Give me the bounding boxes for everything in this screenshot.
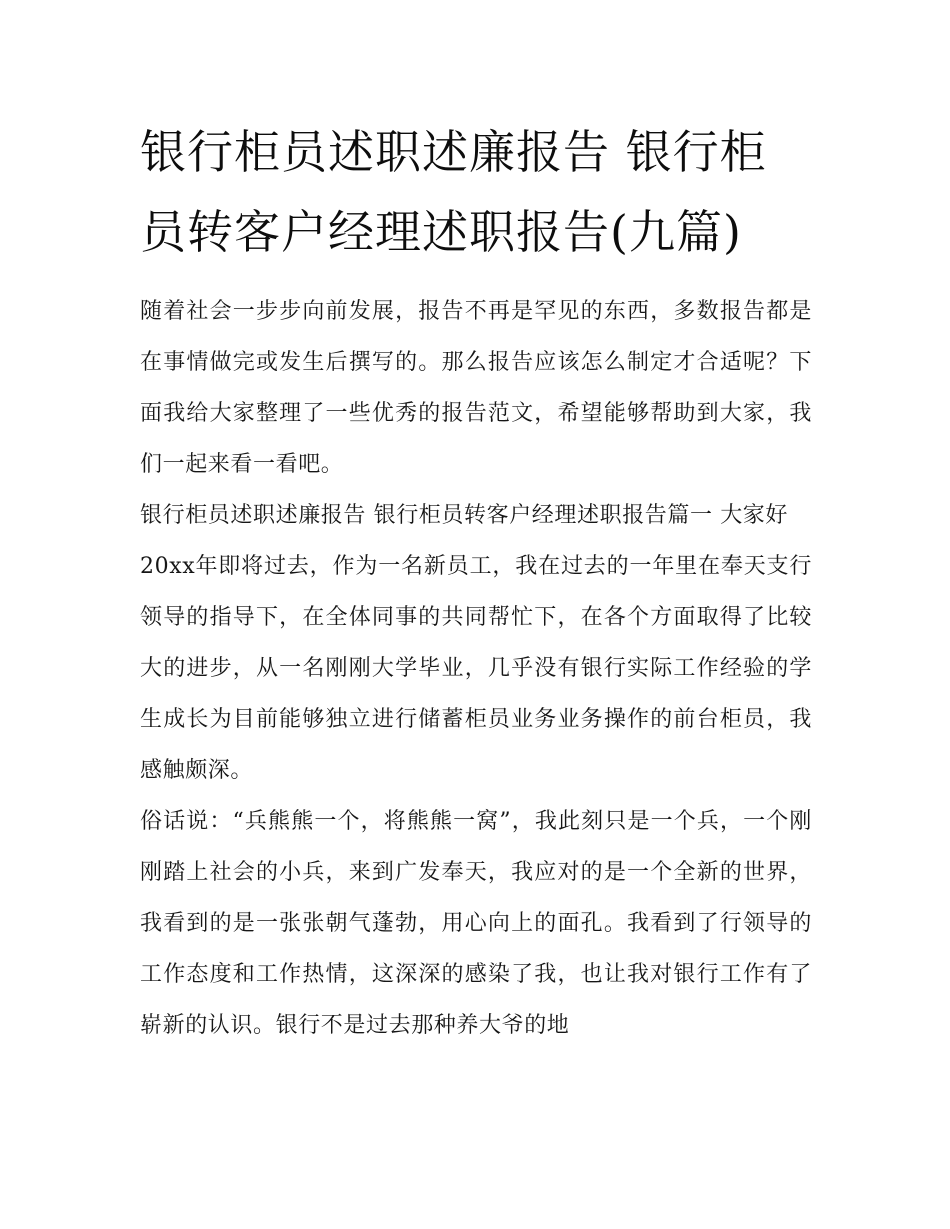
paragraph-intro: 随着社会一步步向前发展，报告不再是罕见的东西，多数报告都是在事情做完或发生后撰写的。那么报告应该怎么制定才合适呢？下面我给大家整理了一些优秀的报告范文，希望能够帮助到大家，我们一起来看一看吧。 <box>140 299 812 477</box>
document-title: 银行柜员述职述廉报告 银行柜员转客户经理述职报告(九篇) <box>140 125 767 259</box>
paragraph-body-1: 20xx年即将过去，作为一名新员工，我在过去的一年里在奉天支行领导的指导下，在全体同事的共同帮忙下，在各个方面取得了比较大的进步，从一名刚刚大学毕业，几乎没有银行实际工作经验的学生成长为目前能够独立进行储蓄柜员业务业务操作的前台柜员，我感触颇深。 <box>140 554 812 783</box>
paragraph-body-2: 俗话说：“兵熊熊一个，将熊熊一窝”，我此刻只是一个兵，一个刚刚踏上社会的小兵，来到广发奉天，我应对的是一个全新的世界，我看到的是一张张朝气蓬勃，用心向上的面孔。我看到了行领导的工作态度和工作热情，这深深的感染了我，也让我对银行工作有了崭新的认识。银行不是过去那种养大爷的地 <box>140 809 812 1038</box>
document-body <box>140 112 812 1051</box>
paragraph-section-heading: 银行柜员述职述廉报告 银行柜员转客户经理述职报告篇一 大家好 <box>140 503 788 528</box>
